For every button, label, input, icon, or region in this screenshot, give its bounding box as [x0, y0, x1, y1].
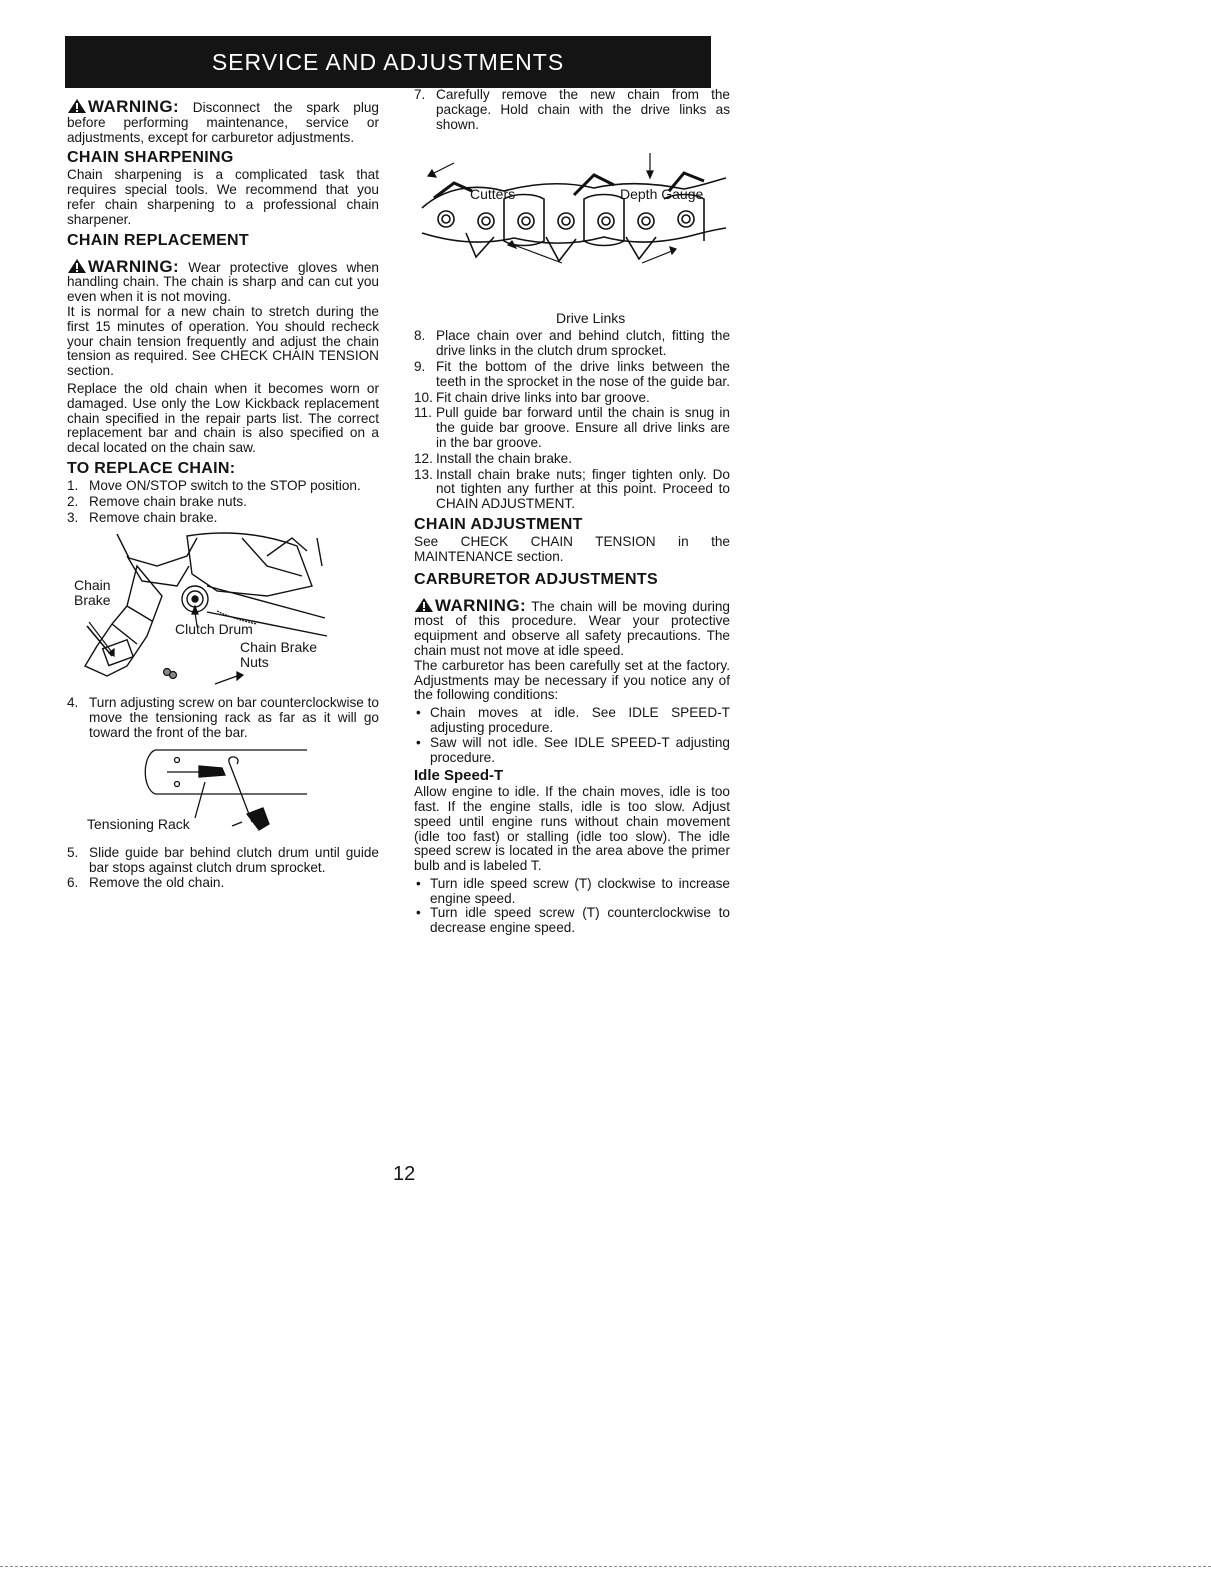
step-item: 3. Remove chain brake.: [67, 509, 218, 525]
chain-brake-label: Chain Brake: [74, 577, 111, 609]
tensioning-rack-figure: [67, 742, 379, 834]
chain-adjustment-heading: CHAIN ADJUSTMENT: [414, 515, 583, 533]
warning-icon: [67, 98, 87, 114]
warning-label: WARNING:: [88, 97, 180, 116]
chain-brake-illustration: [67, 526, 379, 696]
step-item: 6. Remove the old chain.: [67, 875, 225, 891]
replace-chain-text: Replace the old chain when it becomes worn or damaged. Use only the Low Kickback replacement chain specified in the repair parts list. The correct replacement bar and chain is also specified on a decal located on the chain saw.: [67, 380, 379, 456]
step-item: 7. Carefully remove the new chain from the package. Hold chain with the drive links as shown.: [414, 87, 730, 132]
left-column: [67, 96, 379, 892]
step-item: 4. Turn adjusting screw on bar counterclockwise to move the tensioning rack as far as it will go toward the front of the bar.: [67, 695, 379, 740]
replace-chain-heading: TO REPLACE CHAIN:: [67, 459, 236, 477]
chain-replacement-heading: CHAIN REPLACEMENT: [67, 231, 249, 249]
step-item: 13. Install chain brake nuts; finger tighten only. Do not tighten any further at this point. Proceed to CHAIN ADJUSTMENT.: [414, 466, 730, 512]
step-item: 10. Fit chain drive links into bar groove.: [414, 389, 650, 405]
warning-icon: [67, 258, 87, 274]
warning-text: The chain will be moving during most of this procedure. Wear your protective equipment and observe all safety precautions. The chain must not move at idle speed.: [414, 598, 730, 658]
warning-text: Disconnect the spark plug before performing maintenance, service or adjustments, except for carburetor adjustments.: [67, 100, 379, 145]
warning-gloves: [67, 256, 379, 305]
chain-links-illustration: [414, 133, 730, 273]
carburetor-heading: CARBURETOR ADJUSTMENTS: [414, 570, 658, 588]
chain-sharpening-heading: CHAIN SHARPENING: [67, 149, 234, 167]
chain-brake-figure: [67, 526, 379, 696]
drive-links-label: Drive Links: [556, 310, 626, 327]
step-item: 11. Pull guide bar forward until the chain is snug in the guide bar groove. Ensure all drive links are in the bar groove.: [414, 405, 730, 450]
list-item: • Turn idle speed screw (T) counterclockwise to decrease engine speed.: [416, 905, 730, 936]
warning-label: WARNING:: [88, 256, 180, 276]
clutch-drum-label: Clutch Drum: [175, 621, 253, 638]
cutters-label: Cutters: [470, 186, 516, 203]
warning-disconnect: [67, 96, 379, 145]
step-item: 9. Fit the bottom of the drive links between the teeth in the sprocket in the nose of the guide bar.: [414, 358, 730, 389]
chain-stretch-text: It is normal for a new chain to stretch during the first 15 minutes of operation. You should recheck your chain tension frequently and adjust the chain tension as required. See CHECK CHAIN TENSION section.: [67, 303, 379, 379]
step-item: 12. Install the chain brake.: [414, 450, 573, 466]
list-item: • Chain moves at idle. See IDLE SPEED-T adjusting procedure.: [416, 705, 730, 735]
step-item: 1. Move ON/STOP switch to the STOP position.: [67, 477, 361, 493]
idle-speed-heading: Idle Speed-T: [414, 767, 504, 785]
list-item: • Saw will not idle. See IDLE SPEED-T adjusting procedure.: [416, 734, 730, 765]
tensioning-rack-label: Tensioning Rack: [87, 815, 190, 832]
chain-sharpening-text: Chain sharpening is a complicated task that requires special tools. We recommend that you refer chain sharpening to a professional chain sharpener.: [67, 167, 379, 227]
page-number: 12: [393, 1163, 416, 1185]
chain-links-figure: [414, 133, 730, 327]
chain-brake-nuts-label: Chain Brake Nuts: [240, 639, 318, 671]
depth-gauge-label: Depth Gauge: [620, 186, 704, 203]
warning-chain-moving: [414, 595, 730, 659]
step-item: 2. Remove chain brake nuts.: [67, 493, 247, 509]
step-item: 5. Slide guide bar behind clutch drum until guide bar stops against clutch drum sprocket.: [67, 844, 379, 875]
page-title: SERVICE AND ADJUSTMENTS: [65, 36, 711, 88]
page-edge-divider: [0, 1566, 1211, 1568]
warning-label: WARNING:: [435, 595, 527, 615]
list-item: • Turn idle speed screw (T) clockwise to increase engine speed.: [416, 875, 730, 906]
idle-speed-text: Allow engine to idle. If the chain moves, idle is too fast. If the engine stalls, idle is too slow. Adjust speed until engine runs without chain movement (idle too fast) or stalling (idle too slow). The idle speed screw is located in the area above the primer bulb and is labeled T.: [414, 784, 730, 874]
warning-text: Wear protective gloves when handling chain. The chain is sharp and can cut you even when it is not moving.: [67, 259, 379, 305]
warning-icon: [414, 597, 434, 613]
carburetor-text: The carburetor has been carefully set at the factory. Adjustments may be necessary if you notice any of the following conditions:: [414, 657, 730, 703]
right-column: [414, 88, 730, 936]
step-item: 8. Place chain over and behind clutch, fitting the drive links in the clutch drum sprocket.: [414, 328, 730, 359]
chain-adjustment-text: See CHECK CHAIN TENSION in the MAINTENANCE section.: [414, 533, 730, 564]
